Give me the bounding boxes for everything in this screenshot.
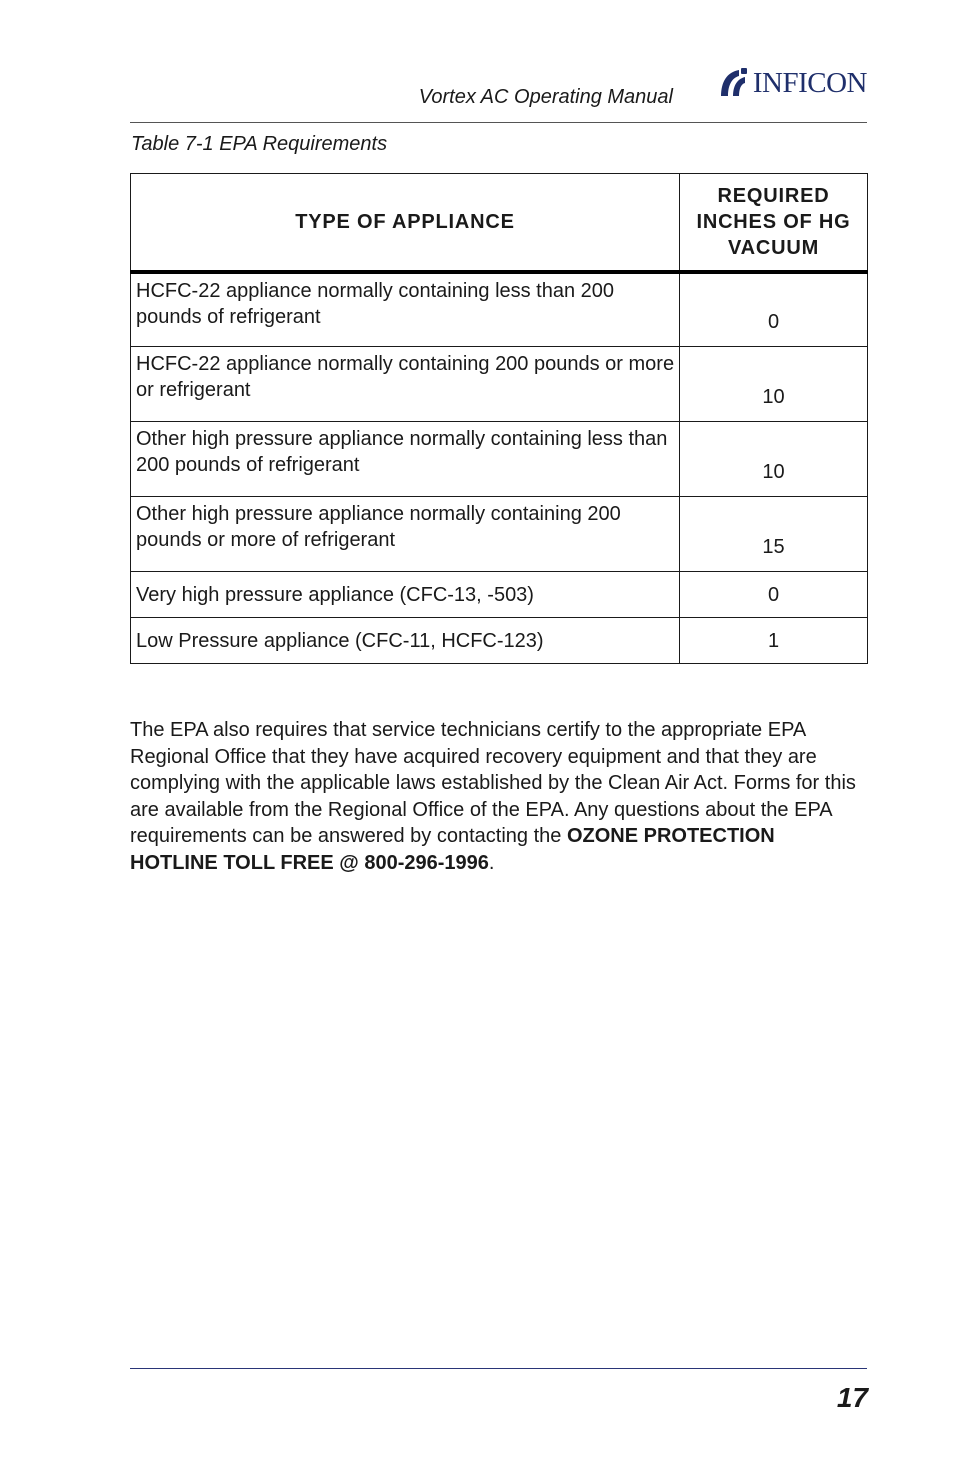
vacuum-value-cell: 0: [680, 272, 868, 347]
appliance-type-cell: Other high pressure appliance normally containing less than 200 pounds of refrigerant: [131, 422, 680, 497]
table-row: [131, 422, 868, 497]
body-paragraph: [130, 717, 868, 876]
document-title: Vortex AC Operating Manual: [418, 86, 673, 108]
table-row: [131, 272, 868, 347]
vacuum-value-cell: 1: [680, 618, 868, 664]
paragraph-end: .: [488, 851, 495, 874]
table-row: [131, 347, 868, 422]
column-header-vacuum: [680, 174, 868, 272]
appliance-type-cell: HCFC-22 appliance normally containing less than 200 pounds of refrigerant: [131, 272, 680, 347]
vacuum-value-cell: 10: [680, 347, 868, 422]
vacuum-value-cell: 0: [680, 572, 868, 618]
vacuum-value-cell: 10: [680, 422, 868, 497]
column-header-vacuum-label: REQUIRED INCHES OF HG VACUUM: [696, 184, 851, 259]
vacuum-value-cell: 15: [680, 497, 868, 572]
inficon-logo-icon: [717, 66, 751, 100]
hotline-emphasis: OZONE PROTECTION HOTLINE TOLL FREE @ 800-296-1996: [130, 825, 775, 874]
table-row: [131, 618, 868, 664]
logo-wordmark: INFICON: [752, 66, 867, 99]
paragraph-text: The EPA also requires that service technicians certify to the appropriate EPA Regional Office that they have acquired recovery equipment and that they are complying with the applicable laws established by the Clean Air Act. Forms for this are available from the Regional Office of the EPA. Any questions about the EPA requirements can be answered by contacting the: [130, 719, 856, 847]
table-row: [131, 497, 868, 572]
appliance-type-cell: Other high pressure appliance normally containing 200 pounds or more of refrigerant: [131, 497, 680, 572]
page-header: [130, 60, 867, 123]
table-caption: Table 7-1 EPA Requirements: [131, 133, 388, 155]
epa-requirements-table: [130, 173, 868, 664]
page-number: 17: [836, 1382, 868, 1413]
footer-rule: [130, 1368, 867, 1369]
inficon-logo: [717, 66, 867, 100]
column-header-type: TYPE OF APPLIANCE: [131, 174, 680, 272]
table-header-row: [131, 174, 868, 272]
appliance-type-cell: Low Pressure appliance (CFC-11, HCFC-123): [131, 618, 680, 664]
appliance-type-cell: HCFC-22 appliance normally containing 200 pounds or more or refrigerant: [131, 347, 680, 422]
table-row: [131, 572, 868, 618]
appliance-type-cell: Very high pressure appliance (CFC-13, -503): [131, 572, 680, 618]
